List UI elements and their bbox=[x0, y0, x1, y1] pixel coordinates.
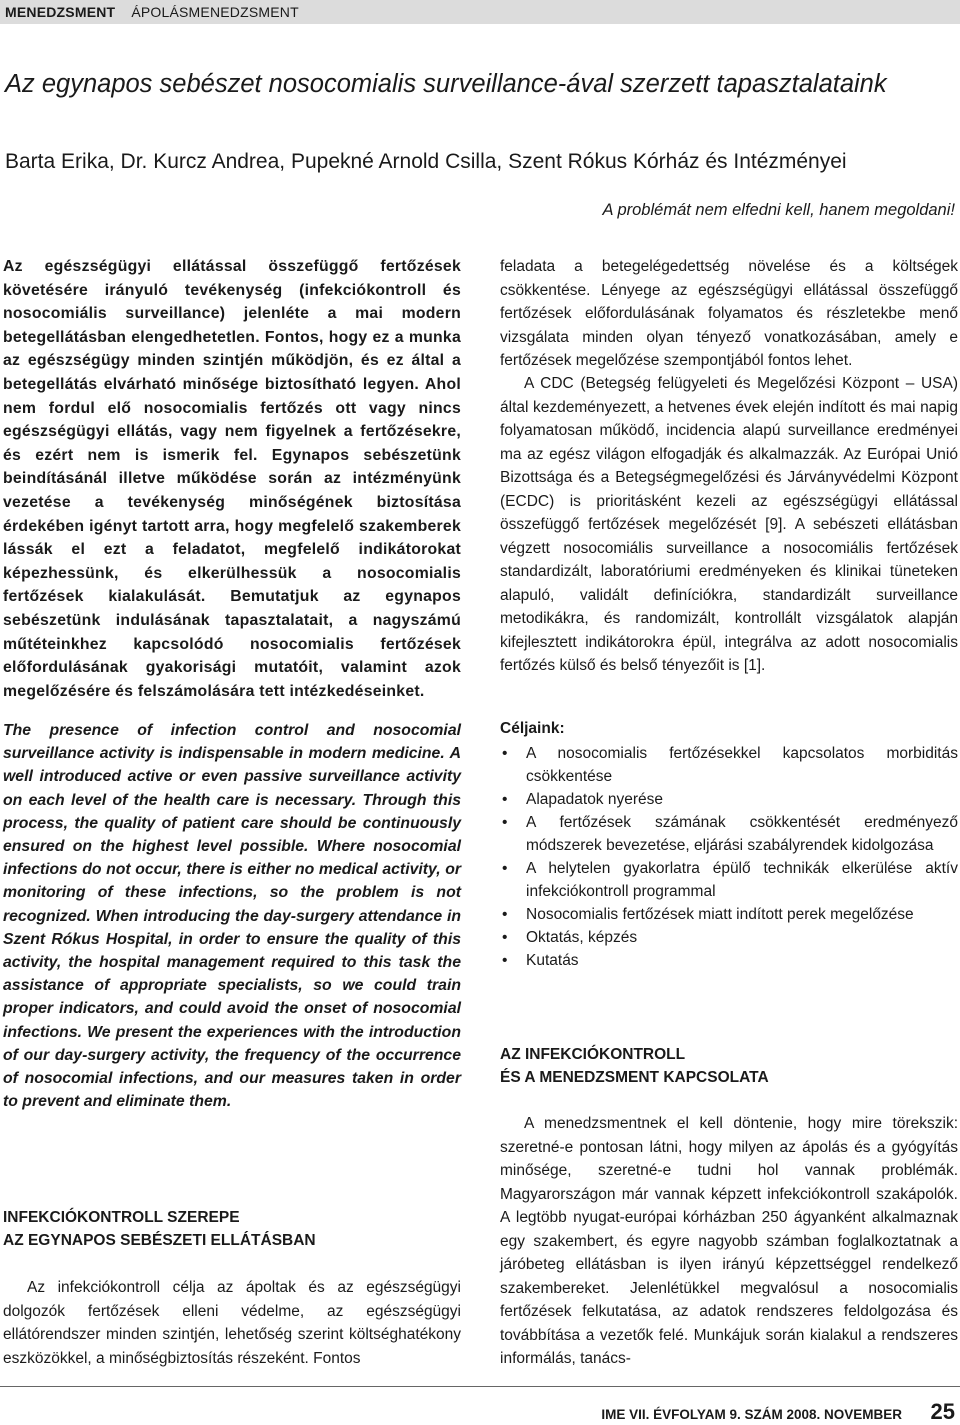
bullet-icon: • bbox=[502, 814, 508, 831]
list-item: • A helytelen gyakorlatra épülő technikák elkerülése aktív infekciókontroll programmal bbox=[500, 857, 958, 903]
section2-heading-line2: ÉS A MENEDZSMENT KAPCSOLATA bbox=[500, 1069, 769, 1086]
footer-divider bbox=[0, 1386, 960, 1387]
section-subcategory: ÁPOLÁSMENEDZSMENT bbox=[131, 4, 299, 20]
right-paragraph-2: A CDC (Betegség felügyeleti és Megelőzési Központ – USA) által kezdeményezett, a hetvenes évek elején indított és mai napig folyamatosan működő, incidencia alapú surveillance eredményei ma az egész világon elfogadják és alkalmazzák. Az Európai Unió Bizottsága és a Betegségmegelőzési és Járványvédelmi Központ (ECDC) is prioritásként kezeli az egészségügyi ellátással összefüggő fertőzések megelőzését [9]. A sebészeti ellátásban végzett nosocomiális surveillance a nosocomiális fertőzések standardizált, laboratóriumi eredményeken és klinikai tüneteken alapuló, validált definíciókra, standardizált surveillance metodikákra, és randomizált, kontrollált vizsgálatok alapján kifejlesztett indikátorokra épül, integrálva az adott nosocomialis fertőzés külső és belső tényezőit is [1]. bbox=[500, 375, 958, 674]
bullet-icon: • bbox=[502, 929, 508, 946]
list-item: • Nosocomialis fertőzések miatt indított perek megelőzése bbox=[500, 903, 958, 926]
list-item: • Alapadatok nyerése bbox=[500, 788, 958, 811]
bullet-icon: • bbox=[502, 906, 508, 923]
section1-paragraph: Az infekciókontroll célja az ápoltak és az egészségügyi dolgozók fertőzések elleni védelme, az egészségügyi ellátórendszer minden szintjén, lehetőség szerint költséghatékony eszközökkel, a minőségbiztosítás részeként. Fontos bbox=[3, 1279, 461, 1367]
article-motto: A problémát nem elfedni kell, hanem megoldani! bbox=[602, 201, 955, 219]
section2-heading bbox=[500, 1043, 769, 1089]
section-header-band bbox=[0, 0, 960, 24]
goals-title: Céljaink: bbox=[500, 720, 565, 737]
list-item: • A nosocomialis fertőzésekkel kapcsolatos morbiditás csökkentése bbox=[500, 742, 958, 788]
list-item: • Kutatás bbox=[500, 949, 958, 972]
bullet-icon: • bbox=[502, 860, 508, 877]
right-paragraph-1: feladata a betegelégedettség növelése és a költségek csökkentése. Lényege az egészségügyi ellátással összefüggő fertőzések előfordulásának folyamatos és részletekbe menő vizsgálata minden olyan tényező vonatkozásában, amely e fertőzések megelőzése szempontjából fontos lehet. bbox=[500, 258, 958, 369]
page-number: 25 bbox=[930, 1399, 955, 1424]
bullet-icon: • bbox=[502, 745, 508, 762]
abstract-hungarian: Az egészségügyi ellátással összefüggő fertőzések követésére irányuló tevékenység (infekciókontroll és nosocomiális surveillance) jelenléte a mai modern betegellátásban elengedhetetlen. Fontos, hogy ez a munka az egészségügy minden szintjén működjön, és ez által a betegellátás elvárható minősége biztosítható legyen. Ahol nem fordul elő nosocomialis fertőzés ott vagy nincs egészségügyi ellátás, vagy nem figyelnek a fertőzésekre, és ezért nem is ismerik fel. Egynapos sebészetünk beindításánál illetve működése során az intézményünk vezetése a tevékenység minőségének biztosítása érdekében igényt tartott arra, hogy megfelelő szakemberek lássák el ezt a feladatot, megfelelő indikátorokat képezhessünk, és elkerülhessük a nosocomialis fertőzések kialakulását. Bemutatjuk az egynapos sebészetünk indulásának tapasztalatait, a nagyszámú műtéteinkhez kapcsolódó nosocomialis fertőzések előfordulásának gyakorisági mutatóit, valamint azok megelőzésére és felszámolására tett intézkedéseinket. bbox=[3, 258, 461, 700]
section-category: MENEDZSMENT bbox=[5, 4, 116, 20]
bullet-icon: • bbox=[502, 791, 508, 808]
list-item: • A fertőzések számának csökkentését eredményező módszerek bevezetése, eljárási szabályrendek kidolgozása bbox=[500, 811, 958, 857]
section1-heading-line1: INFEKCIÓKONTROLL SZEREPE bbox=[3, 1209, 240, 1226]
article-title: Az egynapos sebészet nosocomialis surveillance-ával szerzett tapasztalataink bbox=[5, 70, 887, 98]
list-item: • Oktatás, képzés bbox=[500, 926, 958, 949]
section1-heading-line2: AZ EGYNAPOS SEBÉSZETI ELLÁTÁSBAN bbox=[3, 1232, 316, 1249]
right-paragraph-3: A menedzsmentnek el kell döntenie, hogy mire törekszik: szeretné-e pontosan látni, hogy milyen az ápolás és a gyógyítás minősége, szeretné-e tudni hol vannak problémák. Magyarországon már vannak képzett infekciókontroll szakápolók. A legtöbb nyugat-európai kórházban 250 ágyanként alkalmaznak egy szakembert, és egyre nagyobb számban foglalkoztatnak a járóbeteg ellátásban is ilyen irányú képzettséggel rendelkező szakembereket. Jelenlétükkel megvalósul a nosocomialis fertőzések felkutatása, az adatok rendszeres feldolgozása és továbbítása a vezetők felé. Munkájuk során kialakul a rendszeres informálás, tanács- bbox=[500, 1115, 958, 1367]
abstract-english: The presence of infection control and nosocomial surveillance activity is indispensable in modern medicine. A well introduced active or even passive surveillance activity on each level of the health care is necessary. Through this process, the quality of patient care should be continuously ensured on the highest level possible. Where nosocomial infections do not occur, there is either no medical activity, or monitoring of these infections, so the problem is not recognized. When introducing the day-surgery attendance in Szent Rókus Hospital, in order to ensure the quality of this activity, the hospital management required to this task the assistance of appropriate specialists, so we could train proper indicators, and could avoid the onset of nosocomial infections. We present the experiences with the introduction of our day-surgery activity, the frequency of the occurrence of nosocomial infections, and our measures taken in order to prevent and eliminate them. bbox=[3, 722, 461, 1111]
section2-heading-line1: AZ INFEKCIÓKONTROLL bbox=[500, 1046, 686, 1063]
footer-issue: IME VII. ÉVFOLYAM 9. SZÁM 2008. NOVEMBER bbox=[601, 1407, 902, 1422]
section1-heading bbox=[3, 1206, 316, 1252]
article-authors: Barta Erika, Dr. Kurcz Andrea, Pupekné Arnold Csilla, Szent Rókus Kórház és Intézményei bbox=[5, 150, 847, 173]
goals-list bbox=[500, 742, 958, 972]
bullet-icon: • bbox=[502, 952, 508, 969]
